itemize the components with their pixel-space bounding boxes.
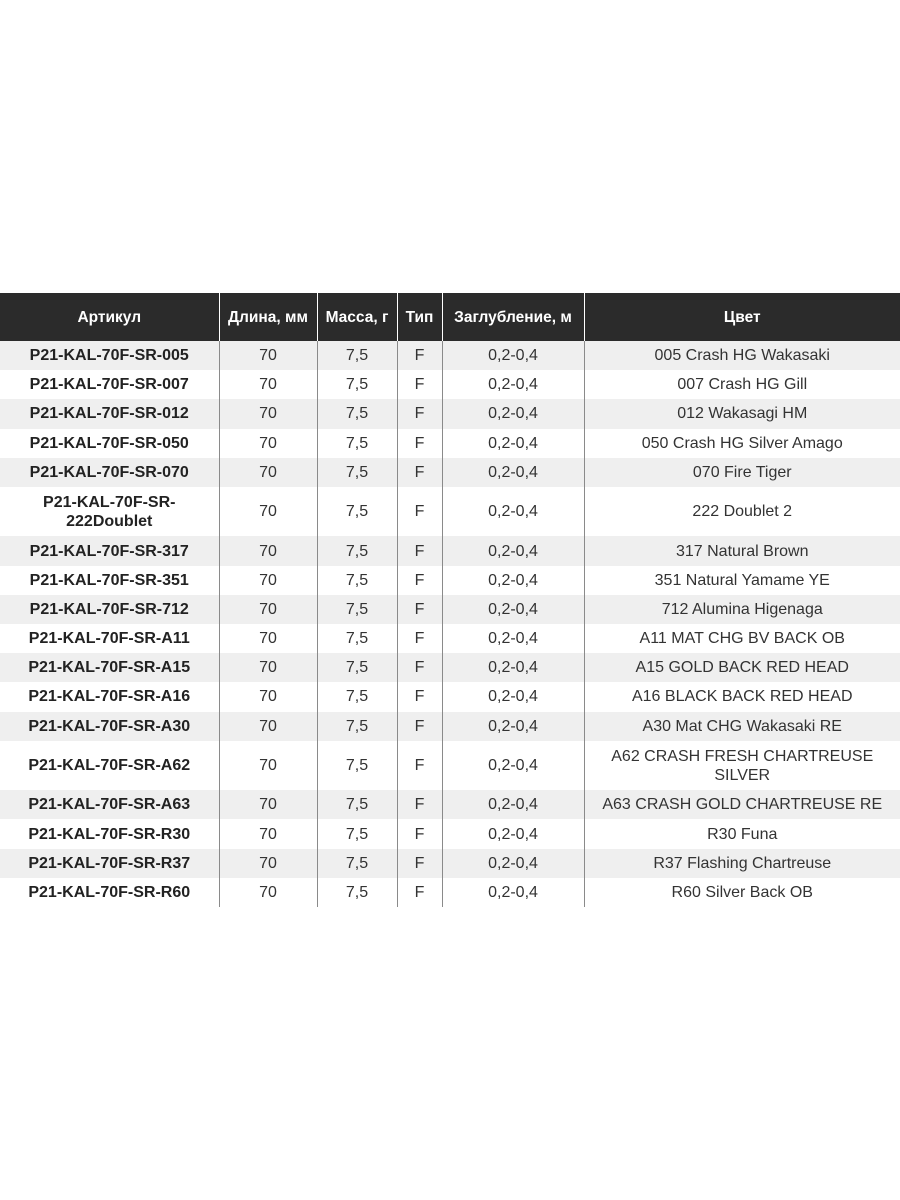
cell-depth: 0,2-0,4 <box>442 458 584 487</box>
table-row <box>0 429 900 458</box>
table-row <box>0 458 900 487</box>
cell-mass: 7,5 <box>317 712 397 741</box>
cell-article: P21-KAL-70F-SR-A63 <box>28 796 191 814</box>
cell-type: F <box>397 487 442 537</box>
cell-color: 351 Natural Yamame YE <box>584 566 900 595</box>
cell-mass: 7,5 <box>317 878 397 907</box>
cell-article: P21-KAL-70F-SR-A62 <box>28 757 191 774</box>
cell-length: 70 <box>219 878 317 907</box>
cell-type: F <box>397 624 442 653</box>
cell-depth: 0,2-0,4 <box>442 487 584 537</box>
cell-article: P21-KAL-70F-SR-A15 <box>28 659 191 677</box>
table-row <box>0 878 900 907</box>
cell-length: 70 <box>219 819 317 848</box>
cell-type: F <box>397 819 442 848</box>
cell-length: 70 <box>219 487 317 537</box>
cell-depth: 0,2-0,4 <box>442 819 584 848</box>
cell-color: 317 Natural Brown <box>584 536 900 565</box>
cell-type: F <box>397 399 442 428</box>
cell-color: 012 Wakasagi HM <box>584 399 900 428</box>
header-type: Тип <box>397 293 442 341</box>
table-row <box>0 370 900 399</box>
cell-depth: 0,2-0,4 <box>442 370 584 399</box>
cell-depth: 0,2-0,4 <box>442 566 584 595</box>
cell-color: A11 MAT CHG BV BACK OB <box>584 624 900 653</box>
cell-length: 70 <box>219 536 317 565</box>
cell-type: F <box>397 653 442 682</box>
cell-color: 007 Crash HG Gill <box>584 370 900 399</box>
cell-article: P21-KAL-70F-SR-712 <box>29 600 189 618</box>
cell-article: P21-KAL-70F-SR-050 <box>29 434 189 452</box>
cell-color: 222 Doublet 2 <box>584 487 900 537</box>
cell-color: 712 Alumina Higenaga <box>584 595 900 624</box>
cell-depth: 0,2-0,4 <box>442 429 584 458</box>
header-mass: Масса, г <box>317 293 397 341</box>
cell-length: 70 <box>219 429 317 458</box>
cell-type: F <box>397 566 442 595</box>
cell-depth: 0,2-0,4 <box>442 878 584 907</box>
cell-type: F <box>397 536 442 565</box>
cell-article: P21-KAL-70F-SR-A30 <box>28 717 191 735</box>
cell-color: A62 CRASH FRESH CHARTREUSE SILVER <box>584 741 900 791</box>
cell-color: R30 Funa <box>584 819 900 848</box>
cell-mass: 7,5 <box>317 741 397 791</box>
cell-depth: 0,2-0,4 <box>442 624 584 653</box>
cell-length: 70 <box>219 790 317 819</box>
cell-length: 70 <box>219 624 317 653</box>
cell-mass: 7,5 <box>317 341 397 370</box>
cell-type: F <box>397 595 442 624</box>
cell-depth: 0,2-0,4 <box>442 790 584 819</box>
cell-color: 005 Crash HG Wakasaki <box>584 341 900 370</box>
cell-article: P21-KAL-70F-SR-222Doublet <box>43 493 176 530</box>
cell-depth: 0,2-0,4 <box>442 341 584 370</box>
header-article: Артикул <box>0 293 219 341</box>
header-depth: Заглубление, м <box>442 293 584 341</box>
cell-length: 70 <box>219 458 317 487</box>
cell-type: F <box>397 370 442 399</box>
table-row <box>0 790 900 819</box>
cell-mass: 7,5 <box>317 487 397 537</box>
table-row <box>0 653 900 682</box>
cell-color: A15 GOLD BACK RED HEAD <box>584 653 900 682</box>
cell-article: P21-KAL-70F-SR-005 <box>29 347 189 365</box>
cell-color: R37 Flashing Chartreuse <box>584 849 900 878</box>
cell-mass: 7,5 <box>317 566 397 595</box>
cell-mass: 7,5 <box>317 370 397 399</box>
table-row <box>0 566 900 595</box>
cell-depth: 0,2-0,4 <box>442 682 584 711</box>
cell-mass: 7,5 <box>317 653 397 682</box>
cell-type: F <box>397 458 442 487</box>
cell-mass: 7,5 <box>317 790 397 819</box>
cell-depth: 0,2-0,4 <box>442 653 584 682</box>
cell-color: 070 Fire Tiger <box>584 458 900 487</box>
table-row <box>0 624 900 653</box>
cell-mass: 7,5 <box>317 429 397 458</box>
header-length: Длина, мм <box>219 293 317 341</box>
cell-depth: 0,2-0,4 <box>442 536 584 565</box>
cell-mass: 7,5 <box>317 399 397 428</box>
cell-article: P21-KAL-70F-SR-R60 <box>28 883 191 901</box>
cell-mass: 7,5 <box>317 849 397 878</box>
cell-depth: 0,2-0,4 <box>442 399 584 428</box>
cell-color: R60 Silver Back OB <box>584 878 900 907</box>
cell-length: 70 <box>219 653 317 682</box>
cell-color: A16 BLACK BACK RED HEAD <box>584 682 900 711</box>
cell-color: A63 CRASH GOLD CHARTREUSE RE <box>584 790 900 819</box>
header-color: Цвет <box>584 293 900 341</box>
cell-mass: 7,5 <box>317 595 397 624</box>
cell-length: 70 <box>219 741 317 791</box>
cell-mass: 7,5 <box>317 536 397 565</box>
cell-color: 050 Crash HG Silver Amago <box>584 429 900 458</box>
cell-length: 70 <box>219 341 317 370</box>
cell-length: 70 <box>219 849 317 878</box>
cell-type: F <box>397 849 442 878</box>
table-row <box>0 399 900 428</box>
cell-article: P21-KAL-70F-SR-A16 <box>28 688 191 706</box>
cell-type: F <box>397 682 442 711</box>
cell-article: P21-KAL-70F-SR-A11 <box>28 630 190 648</box>
spec-table <box>0 293 900 907</box>
cell-mass: 7,5 <box>317 682 397 711</box>
cell-type: F <box>397 741 442 791</box>
cell-article: P21-KAL-70F-SR-351 <box>29 571 189 589</box>
cell-article: P21-KAL-70F-SR-317 <box>29 542 189 560</box>
cell-article: P21-KAL-70F-SR-R30 <box>28 825 191 843</box>
table-row <box>0 819 900 848</box>
cell-length: 70 <box>219 370 317 399</box>
table-row <box>0 595 900 624</box>
cell-type: F <box>397 878 442 907</box>
table-body <box>0 341 900 907</box>
cell-mass: 7,5 <box>317 819 397 848</box>
header-row <box>0 293 900 341</box>
cell-depth: 0,2-0,4 <box>442 741 584 791</box>
cell-mass: 7,5 <box>317 458 397 487</box>
cell-type: F <box>397 790 442 819</box>
cell-length: 70 <box>219 682 317 711</box>
cell-type: F <box>397 341 442 370</box>
cell-depth: 0,2-0,4 <box>442 712 584 741</box>
cell-length: 70 <box>219 595 317 624</box>
cell-type: F <box>397 712 442 741</box>
table-row <box>0 341 900 370</box>
cell-mass: 7,5 <box>317 624 397 653</box>
table-row <box>0 682 900 711</box>
cell-depth: 0,2-0,4 <box>442 595 584 624</box>
table-header <box>0 293 900 341</box>
table-row <box>0 741 900 791</box>
table-row <box>0 536 900 565</box>
table-row <box>0 487 900 537</box>
cell-length: 70 <box>219 399 317 428</box>
cell-article: P21-KAL-70F-SR-R37 <box>28 854 191 872</box>
cell-type: F <box>397 429 442 458</box>
cell-depth: 0,2-0,4 <box>442 849 584 878</box>
cell-article: P21-KAL-70F-SR-012 <box>29 405 189 423</box>
table-row <box>0 712 900 741</box>
cell-article: P21-KAL-70F-SR-070 <box>29 463 189 481</box>
table-row <box>0 849 900 878</box>
cell-length: 70 <box>219 712 317 741</box>
cell-length: 70 <box>219 566 317 595</box>
cell-color: A30 Mat CHG Wakasaki RE <box>584 712 900 741</box>
cell-article: P21-KAL-70F-SR-007 <box>29 376 189 394</box>
